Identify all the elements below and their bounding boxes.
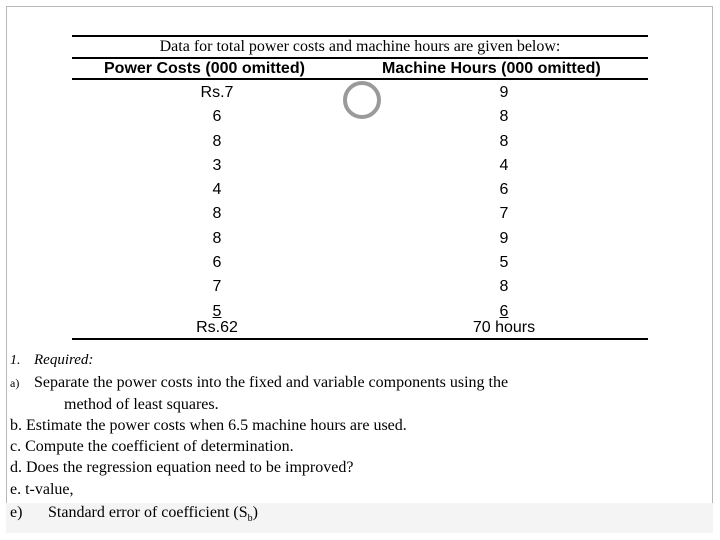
machine-hours-row: [424, 227, 584, 251]
required-label: Required:: [34, 352, 94, 368]
header-rule: [72, 78, 648, 80]
power-cost-row: [137, 81, 297, 105]
machine-hours-row: [424, 154, 584, 178]
circle-icon: [343, 81, 381, 119]
power-cost-row: [137, 105, 297, 129]
power-cost-row: [137, 251, 297, 275]
power-cost-row: [137, 202, 297, 226]
machine-hours-row-value: 8: [499, 108, 509, 126]
required-heading: [10, 351, 93, 369]
power-cost-row: [137, 178, 297, 202]
power-cost-row-value: 3: [212, 156, 222, 174]
power-cost-row-value: Rs.7: [200, 84, 234, 101]
power-costs-column: [137, 81, 297, 324]
machine-hours-row: [424, 178, 584, 202]
requirement-a-text-line1: Separate the power costs into the fixed and variable components using the: [34, 374, 509, 391]
table-bottom-rule: [72, 338, 648, 340]
requirement-e2-subscript: b: [247, 513, 253, 525]
machine-hours-row: [424, 202, 584, 226]
power-cost-row-value: 8: [212, 132, 222, 150]
total-power-costs: Rs.62: [196, 319, 238, 336]
requirement-a: [10, 374, 508, 392]
machine-hours-row-value: 9: [499, 229, 509, 247]
power-cost-row-value: 6: [212, 254, 222, 272]
power-cost-row: [137, 130, 297, 154]
caption-rule: [72, 57, 648, 59]
requirement-b: b. Estimate the power costs when 6.5 machine hours are used.: [10, 417, 407, 434]
power-cost-row: [137, 227, 297, 251]
machine-hours-row-value: 8: [499, 278, 509, 296]
requirement-c: c. Compute the coefficient of determination.: [10, 438, 294, 455]
requirement-e: e. t-value,: [10, 481, 74, 498]
machine-hours-row: [424, 275, 584, 299]
table-caption: Data for total power costs and machine hours are given below:: [159, 38, 561, 55]
power-cost-row: [137, 275, 297, 299]
machine-hours-row-value: 9: [499, 84, 509, 101]
machine-hours-row: [424, 130, 584, 154]
machine-hours-row-value: 4: [499, 156, 509, 174]
power-cost-row-value: 6: [212, 108, 222, 126]
machine-hours-row: [424, 81, 584, 105]
power-cost-row-value: 8: [212, 229, 222, 247]
power-cost-row-value: 8: [212, 205, 222, 223]
machine-hours-row: [424, 105, 584, 129]
requirement-e2-label: e): [10, 504, 23, 521]
requirement-e2: [10, 504, 258, 524]
power-cost-row-value: 7: [212, 278, 222, 296]
machine-hours-row-value: 6: [499, 181, 509, 199]
requirement-a-line2: method of least squares.: [64, 396, 219, 413]
total-machine-hours: 70 hours: [472, 319, 536, 336]
header-power-costs: Power Costs (000 omitted): [104, 60, 305, 77]
machine-hours-row-value: 7: [499, 205, 509, 223]
required-number: 1.: [10, 353, 21, 368]
requirement-d: d. Does the regression equation need to be improved?: [10, 459, 354, 476]
power-cost-row-value: 4: [212, 181, 222, 199]
requirement-e2-close: ): [252, 504, 258, 521]
machine-hours-row-value: 6: [499, 302, 509, 320]
power-cost-row: [137, 154, 297, 178]
machine-hours-row: [424, 251, 584, 275]
requirement-e2-text: Standard error of coefficient (S: [48, 504, 248, 521]
table-top-rule: [72, 35, 648, 37]
machine-hours-column: [424, 81, 584, 324]
header-machine-hours: Machine Hours (000 omitted): [382, 60, 601, 77]
power-cost-row-value: 5: [212, 302, 222, 320]
machine-hours-row-value: 8: [499, 132, 509, 150]
machine-hours-row-value: 5: [499, 254, 509, 272]
requirement-a-label: a): [10, 376, 20, 390]
